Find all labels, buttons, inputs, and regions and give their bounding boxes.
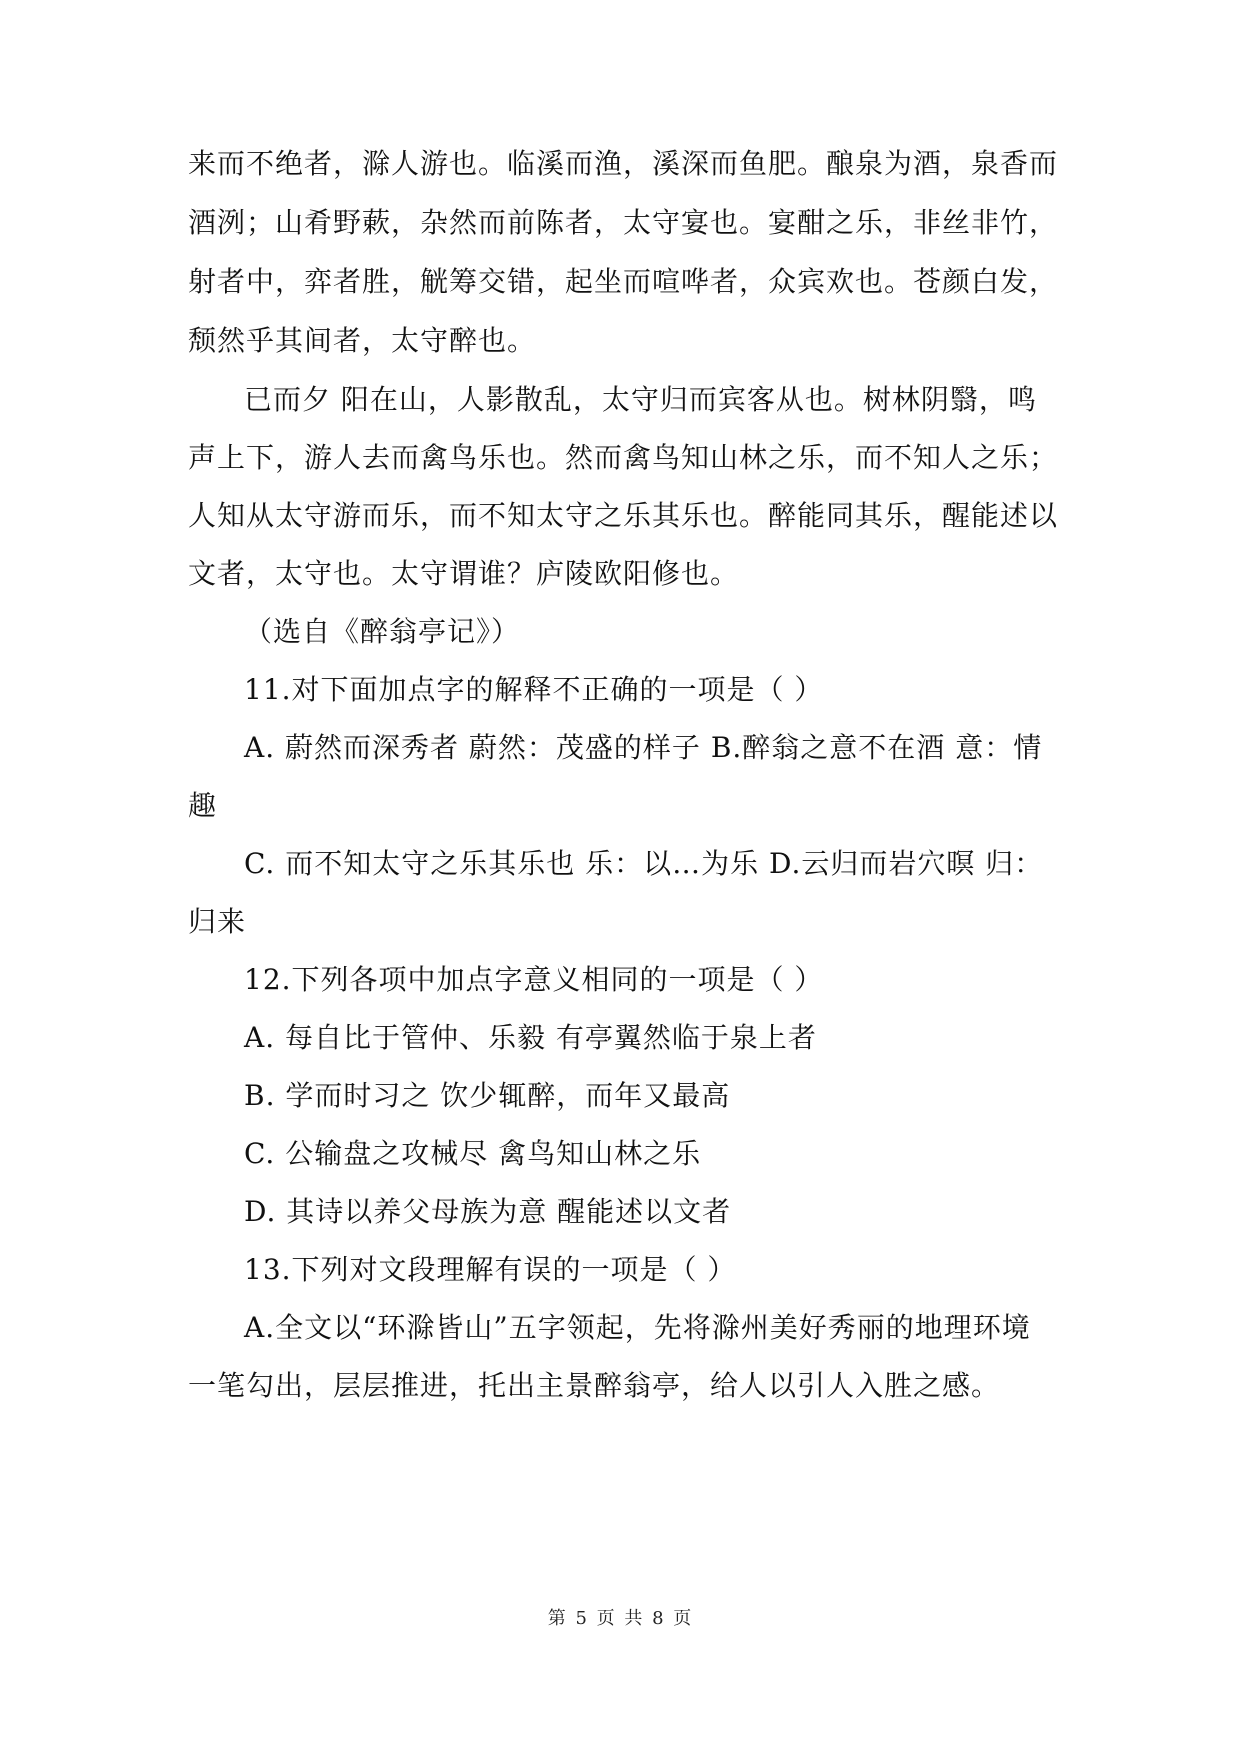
passage-para1-line3: 射者中，弈者胜，觥筹交错，起坐而喧哗者，众宾欢也。苍颜白发， — [188, 265, 1059, 298]
question-13-option-a-line2: 一笔勾出，层层推进，托出主景醉翁亭，给人以引人入胜之感。 — [188, 1369, 1001, 1402]
passage-para2-line1: 已而夕 阳在山，人影散乱，太守归而宾客从也。树林阴翳，鸣 — [244, 383, 1037, 416]
passage-source: （选自《醉翁亭记》） — [244, 615, 521, 648]
question-11-option-ab: A. 蔚然而深秀者 蔚然：茂盛的样子 B.醉翁之意不在酒 意：情 — [244, 731, 1043, 764]
question-11-stem: 11.对下面加点字的解释不正确的一项是（ ） — [244, 673, 824, 706]
passage-para1-line2: 酒洌；山肴野蔌，杂然而前陈者，太守宴也。宴酣之乐，非丝非竹， — [188, 206, 1059, 239]
passage-para1-line4: 颓然乎其间者，太守醉也。 — [188, 324, 537, 357]
question-13-option-a-line1: A.全文以“环滁皆山”五字领起，先将滁州美好秀丽的地理环境 — [244, 1311, 1031, 1344]
passage-para2-line3: 人知从太守游而乐，而不知太守之乐其乐也。醉能同其乐，醒能述以 — [188, 499, 1059, 532]
passage-para2-line2: 声上下，游人去而禽鸟乐也。然而禽鸟知山林之乐，而不知人之乐； — [188, 441, 1059, 474]
question-12-option-d: D. 其诗以养父母族为意 醒能述以文者 — [244, 1195, 732, 1228]
question-12-option-b: B. 学而时习之 饮少辄醉，而年又最高 — [244, 1079, 731, 1112]
question-11-option-cd-cont: 归来 — [188, 905, 247, 938]
question-11-option-cd: C. 而不知太守之乐其乐也 乐：以…为乐 D.云归而岩穴暝 归： — [244, 847, 1044, 880]
passage-para2-line4: 文者，太守也。太守谓谁？庐陵欧阳修也。 — [188, 557, 740, 590]
question-13-stem: 13.下列对文段理解有误的一项是（ ） — [244, 1253, 737, 1286]
page-number-footer: 第 5 页 共 8 页 — [547, 1608, 694, 1629]
question-12-option-c: C. 公输盘之攻械尽 禽鸟知山林之乐 — [244, 1137, 702, 1170]
passage-para1-line1: 来而不绝者，滁人游也。临溪而渔，溪深而鱼肥。酿泉为酒，泉香而 — [188, 147, 1059, 180]
question-12-option-a: A. 每自比于管仲、乐毅 有亭翼然临于泉上者 — [244, 1021, 817, 1054]
question-12-stem: 12.下列各项中加点字意义相同的一项是（ ） — [244, 963, 824, 996]
question-11-option-ab-cont: 趣 — [188, 789, 218, 822]
